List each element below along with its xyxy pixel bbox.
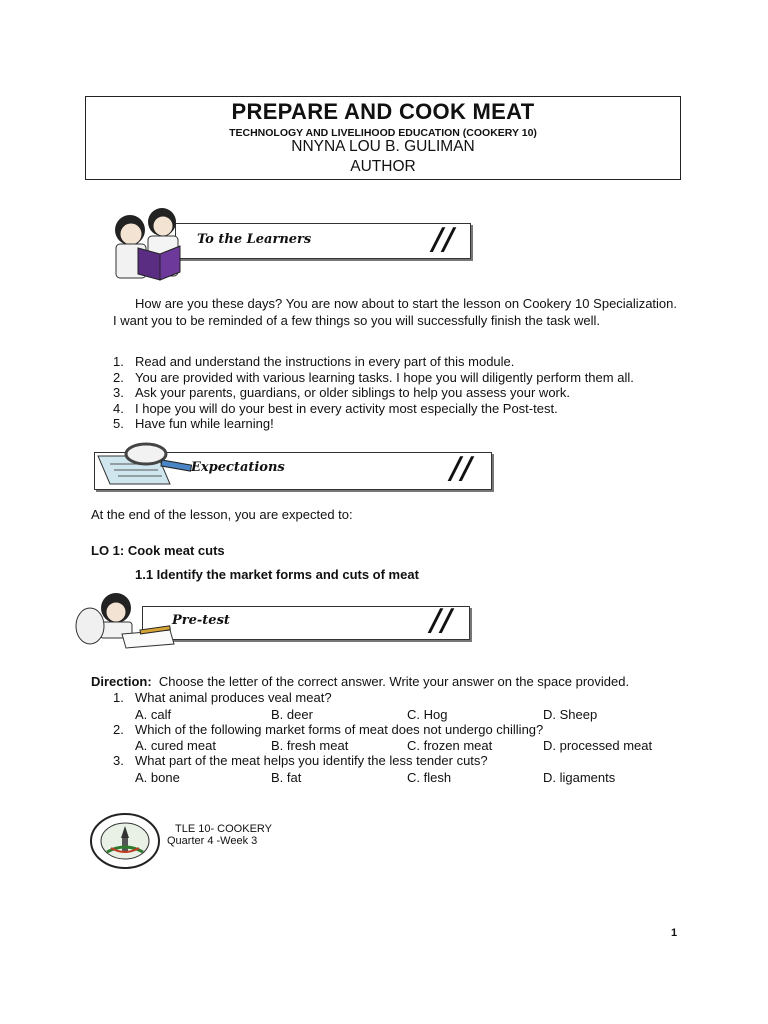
direction-line bbox=[91, 674, 629, 690]
intro-list bbox=[113, 354, 634, 432]
answer-option: D. processed meat bbox=[543, 738, 653, 753]
answer-option: A. calf bbox=[135, 707, 172, 722]
expectations-lead: At the end of the lesson, you are expected to: bbox=[91, 507, 353, 522]
answer-option: C. flesh bbox=[407, 770, 452, 785]
answer-option: B. deer bbox=[271, 707, 313, 722]
answer-option: B. fresh meat bbox=[271, 738, 349, 753]
banner-expectations bbox=[88, 440, 498, 496]
answer-option: C. frozen meat bbox=[407, 738, 493, 753]
division-seal-logo bbox=[89, 812, 161, 870]
direction-label: Direction: bbox=[91, 674, 152, 689]
learning-objective: 1.1 Identify the market forms and cuts of meat bbox=[135, 567, 419, 582]
question-list bbox=[113, 690, 713, 800]
student-writing-icon bbox=[70, 586, 180, 652]
answer-option: C. Hog bbox=[407, 707, 448, 722]
footer-course: TLE 10- COOKERY bbox=[175, 823, 272, 835]
banner-pre-test bbox=[70, 586, 474, 652]
question-item: 1. What animal produces veal meat? bbox=[113, 690, 332, 705]
banner-slashes: // bbox=[450, 451, 472, 486]
title-box bbox=[85, 96, 681, 180]
answer-option: D. Sheep bbox=[543, 707, 598, 722]
document-title: PREPARE AND COOK MEAT bbox=[231, 99, 535, 124]
page-number: 1 bbox=[671, 927, 678, 939]
banner-slashes: // bbox=[432, 222, 454, 257]
list-item: 2. You are provided with various learning tasks. I hope you will diligently perform them all. bbox=[113, 369, 634, 385]
answer-option: A. bone bbox=[135, 770, 180, 785]
banner-slashes: // bbox=[430, 603, 452, 638]
document-subtitle: TECHNOLOGY AND LIVELIHOOD EDUCATION (COOKERY 10) bbox=[229, 127, 537, 139]
banner-to-the-learners bbox=[100, 200, 475, 282]
answer-option: D. ligaments bbox=[543, 770, 616, 785]
question-item: 2. Which of the following market forms of meat does not undergo chilling? bbox=[113, 722, 544, 737]
author-name: NNYNA LOU B. GULIMAN bbox=[291, 138, 475, 155]
banner-title: To the Learners bbox=[197, 232, 312, 247]
document-magnifier-icon bbox=[88, 440, 198, 496]
list-item: 4. I hope you will do your best in every activity most especially the Post-test. bbox=[113, 400, 558, 416]
author-role: AUTHOR bbox=[350, 158, 416, 175]
footer-week: Quarter 4 -Week 3 bbox=[167, 835, 258, 847]
question-item: 3. What part of the meat helps you identify the less tender cuts? bbox=[113, 753, 488, 768]
learners-reading-icon bbox=[100, 200, 200, 282]
banner-title: Expectations bbox=[191, 460, 285, 475]
direction-text: Choose the letter of the correct answer. Write your answer on the space provided. bbox=[158, 674, 630, 689]
answer-option: B. fat bbox=[271, 770, 302, 785]
learning-outcome: LO 1: Cook meat cuts bbox=[91, 543, 225, 558]
list-item: 3. Ask your parents, guardians, or older siblings to help you assess your work. bbox=[113, 385, 570, 400]
list-item: 5. Have fun while learning! bbox=[113, 416, 274, 431]
list-item: 1. Read and understand the instructions in every part of this module. bbox=[113, 354, 515, 369]
intro-paragraph: How are you these days? You are now about to start the lesson on Cookery 10 Specialization. I want you to be reminded of a few things so you will successfully finish the task well. bbox=[113, 296, 677, 328]
answer-option: A. cured meat bbox=[135, 738, 216, 753]
banner-title: Pre-test bbox=[172, 613, 230, 628]
